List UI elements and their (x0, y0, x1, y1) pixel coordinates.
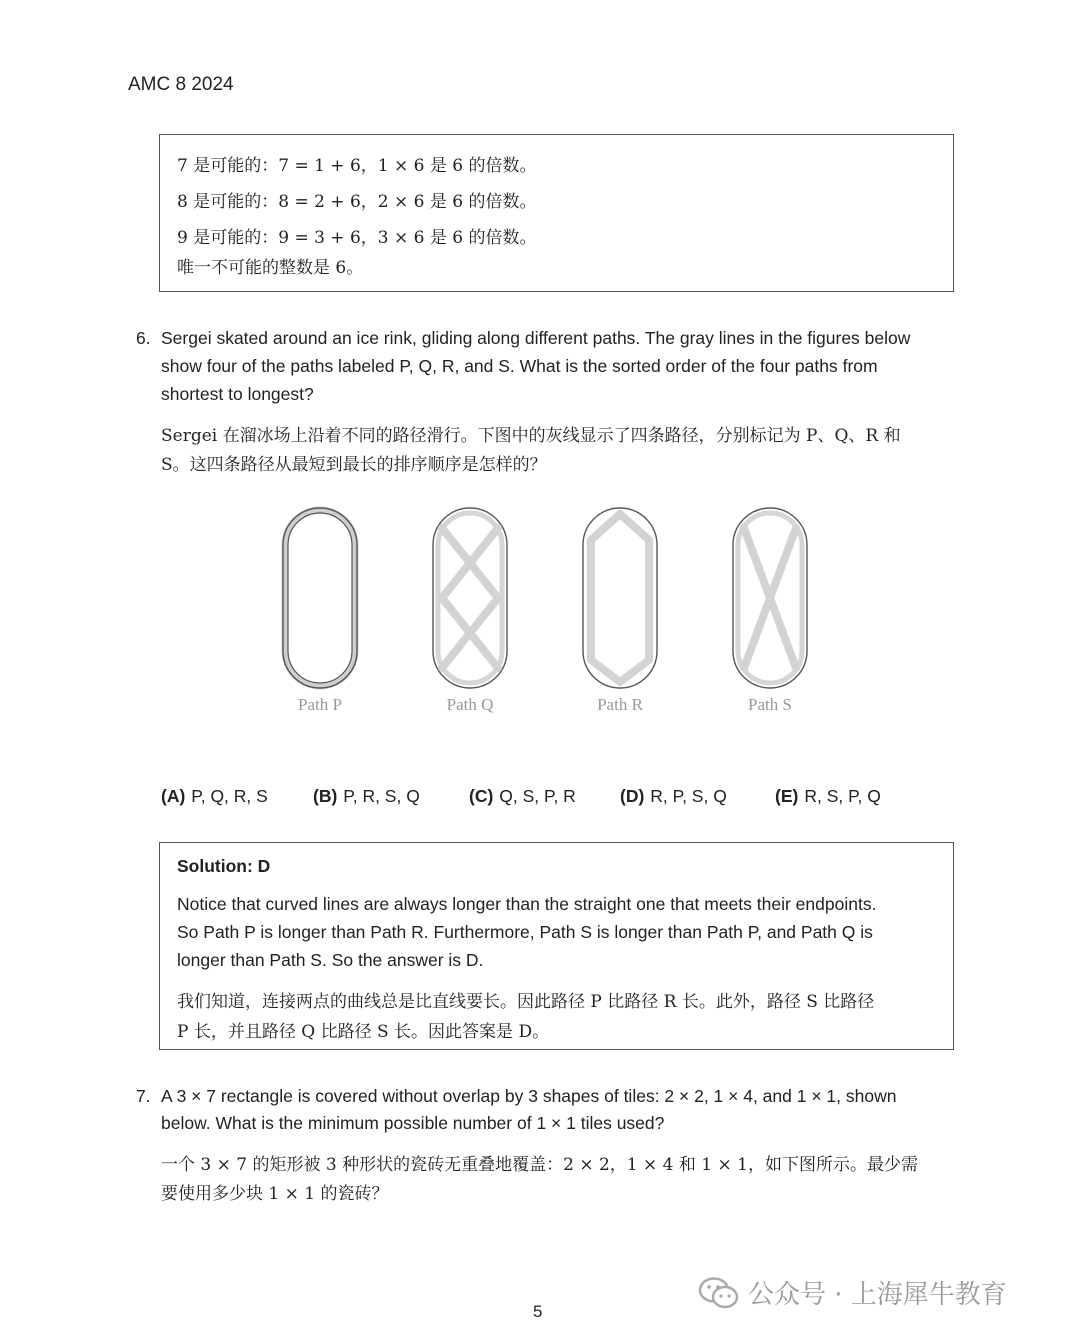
question-6-number: 6. (136, 328, 151, 348)
choice-a-label: (A) (161, 786, 186, 806)
question-7-cn-line-2: 要使用多少块 1 × 1 的瓷砖？ (161, 1184, 389, 1204)
page-number: 5 (533, 1302, 543, 1321)
prev-solution-line-3: 9 是可能的：9 = 3 + 6，3 × 6 是 6 的倍数。 (177, 228, 537, 248)
choice-e-text: R, S, P, Q (804, 786, 881, 806)
path-s-label: Path S (748, 695, 792, 714)
prev-solution-line-1: 7 是可能的：7 = 1 + 6，1 × 6 是 6 的倍数。 (177, 156, 537, 176)
path-s-figure (733, 508, 807, 688)
solution-heading: Solution: D (177, 856, 271, 876)
question-6-en-line-2: show four of the paths labeled P, Q, R, and S. What is the sorted order of the four paths from (161, 356, 878, 376)
solution-en-line-1: Notice that curved lines are always longer than the straight one that meets their endpoints. (177, 894, 877, 914)
question-7-en-line-2: below. What is the minimum possible number of 1 × 1 tiles used? (161, 1113, 665, 1133)
question-6-cn-line-2: S。这四条路径从最短到最长的排序顺序是怎样的？ (161, 455, 547, 475)
question-6-en-line-1: Sergei skated around an ice rink, gliding along different paths. The gray lines in the figures below (161, 328, 911, 348)
choice-e (775, 786, 881, 807)
page-header-title: AMC 8 2024 (128, 74, 234, 95)
path-p-figure (283, 508, 357, 688)
solution-cn-line-1: 我们知道，连接两点的曲线总是比直线要长。因此路径 P 比路径 R 长。此外，路径 S 比路径 (177, 992, 875, 1012)
choice-b-label: (B) (313, 786, 338, 806)
prev-solution-line-2: 8 是可能的：8 = 2 + 6，2 × 6 是 6 的倍数。 (177, 192, 537, 212)
choice-d (620, 786, 727, 807)
path-r-figure (583, 508, 657, 688)
question-6-cn-line-1: Sergei 在溜冰场上沿着不同的路径滑行。下图中的灰线显示了四条路径，分别标记为 P、Q、R 和 (161, 426, 901, 446)
wechat-icon (698, 1276, 740, 1310)
question-7-cn-line-1: 一个 3 × 7 的矩形被 3 种形状的瓷砖无重叠地覆盖：2 × 2，1 × 4 和 1 × 1，如下图所示。最少需 (161, 1155, 918, 1175)
choice-e-label: (E) (775, 786, 799, 806)
solution-cn-line-2: P 长，并且路径 Q 比路径 S 长。因此答案是 D。 (177, 1022, 550, 1042)
choice-a-text: P, Q, R, S (191, 786, 268, 806)
choice-a (161, 786, 268, 807)
watermark (698, 1274, 1007, 1311)
prev-solution-line-4: 唯一不可能的整数是 6。 (177, 258, 364, 278)
path-r-label: Path R (597, 695, 643, 714)
question-7-number: 7. (136, 1086, 151, 1106)
solution-en-line-2: So Path P is longer than Path R. Furthermore, Path S is longer than Path P, and Path Q is (177, 922, 873, 942)
path-q-figure (433, 508, 507, 688)
question-7-en-line-1: A 3 × 7 rectangle is covered without overlap by 3 shapes of tiles: 2 × 2, 1 × 4, and 1 × 1, shown (161, 1086, 897, 1106)
choice-c (469, 786, 576, 807)
question-6-en-line-3: shortest to longest? (161, 384, 314, 404)
path-p-label: Path P (298, 695, 342, 714)
choice-b-text: P, R, S, Q (343, 786, 420, 806)
choice-c-label: (C) (469, 786, 494, 806)
choice-d-label: (D) (620, 786, 645, 806)
choice-b (313, 786, 420, 807)
solution-en-line-3: longer than Path S. So the answer is D. (177, 950, 484, 970)
path-figures (270, 500, 830, 695)
solution-box (159, 842, 954, 1050)
choice-c-text: Q, S, P, R (499, 786, 576, 806)
prev-solution-box (159, 134, 954, 292)
watermark-text: 公众号 · 上海犀牛教育 (748, 1280, 1007, 1310)
path-q-label: Path Q (446, 695, 494, 714)
choice-d-text: R, P, S, Q (650, 786, 727, 806)
